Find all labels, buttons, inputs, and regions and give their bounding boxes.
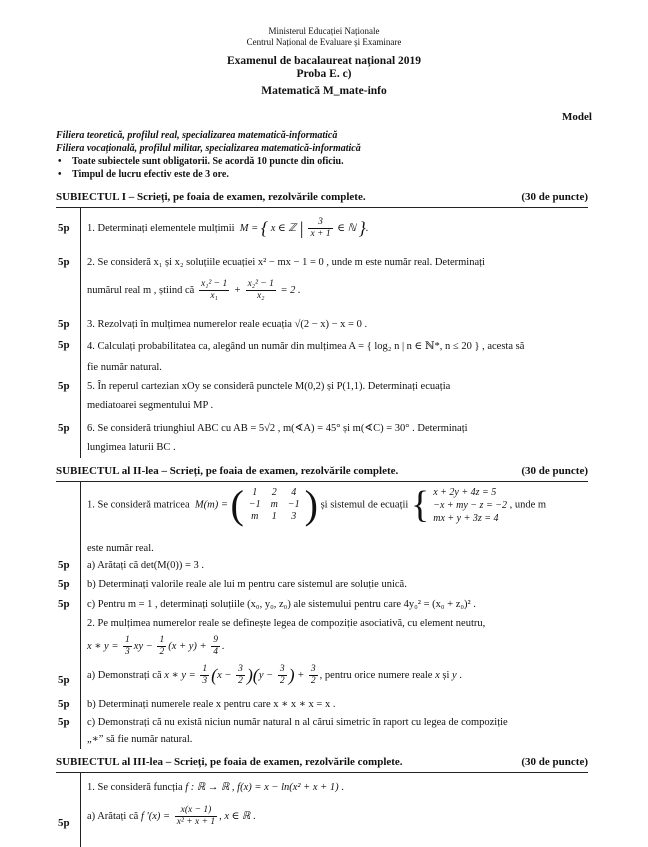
points-column-line: [80, 481, 81, 749]
problem-2-1-b: este număr real.: [87, 543, 154, 554]
equation: x + 2y + 4z = 5: [433, 486, 497, 498]
subject-3-points: (30 de puncte): [521, 756, 588, 768]
separator: [56, 772, 588, 773]
bullet-1-text: Toate subiectele sunt obligatorii. Se acordă 10 puncte din oficiu.: [72, 156, 344, 167]
equation: mx + y + 3z = 4: [433, 512, 499, 524]
points-label: 5p: [58, 716, 70, 728]
filiera-2: Filiera vocațională, profilul militar, specializarea matematică-informatică: [56, 143, 361, 154]
problem-2-1-a: a) Arătați că det(M(0)) = 3 .: [87, 560, 204, 571]
subject-3-title-text: SUBIECTUL al III-lea – Scrieți, pe foaia de examen, rezolvările complete.: [56, 756, 403, 768]
points-label: 5p: [58, 559, 70, 571]
points-label: 5p: [58, 817, 70, 829]
matrix-cell: 1: [252, 487, 258, 498]
points-label: 5p: [58, 698, 70, 710]
matrix-right-bracket: ): [304, 482, 318, 527]
problem-1-1-text: 1. Determinați elementele mulțimii: [87, 222, 235, 234]
fraction-condition: $\frac{\text{x₁² − 1}}{\text{x₁}}$ + $\frac{\text{x₂² − 1}}{\text{x₂}}$ = 2 .: [200, 279, 301, 301]
factored-law: x ∗ y = $\frac{1}{3}$ (x − $\frac{3}{2}$ )(y − $\frac{3}{2}$ ) + $\frac{3}{2}$: [164, 664, 316, 686]
bullet-1: • Toate subiectele sunt obligatorii. Se acordă 10 puncte din oficiu.: [58, 156, 344, 167]
problem-3-1: 1. Se consideră funcția f : ℝ → ℝ , f(x) = x − ln(x² + x + 1) .: [87, 782, 344, 793]
subject-1-title: [56, 191, 588, 203]
problem-2-2-c: [87, 716, 584, 746]
set-expression: M = { x ∈ ℤ | $\frac{3}{x + 1}$ ∈ ℕ }.: [237, 217, 369, 239]
subject-2-title: [56, 465, 588, 477]
problem-2-2-c-text-b: „∗” să fie număr natural.: [87, 734, 193, 745]
problem-2-2-text-a: 2. Pe mulțimea numerelor reale se definește legea de compoziție asociativă, cu element neutru,: [87, 618, 486, 629]
points-column-line: [80, 772, 81, 847]
subject-1-title-text: SUBIECTUL I – Scrieți, pe foaia de examen, rezolvările complete.: [56, 191, 366, 203]
matrix-cell: 3: [291, 511, 297, 522]
separator: [56, 481, 588, 482]
ministry-name: Ministerul Educației Naționale: [268, 26, 380, 36]
filiera-1: Filiera teoretică, profilul real, specializarea matematică-informatică: [56, 130, 338, 141]
problem-1-2-line-b: [87, 279, 584, 302]
subject-1-points: (30 de puncte): [521, 191, 588, 203]
problem-1-2-text-a: 2. Se consideră x₁ și x₂ soluțiile ecuației x² − mx − 1 = 0 , unde m este număr real. Determinați: [87, 257, 485, 268]
separator: [56, 207, 588, 208]
subject-2-title-text: SUBIECTUL al II-lea – Scrieți, pe foaia de examen, rezolvările complete.: [56, 465, 399, 477]
points-label: 5p: [58, 222, 70, 234]
matrix-cell: 4: [291, 487, 297, 498]
points-label: 5p: [58, 578, 70, 590]
problem-2-2-b: b) Determinați numerele reale x pentru care x ∗ x ∗ x = x .: [87, 699, 336, 710]
points-label: 5p: [58, 598, 70, 610]
subject-title: Matematică M_mate-info: [261, 85, 387, 97]
bullet-2-text: Timpul de lucru efectiv este de 3 ore.: [72, 169, 229, 180]
problem-2-1: [87, 482, 584, 527]
problem-2-1-c: c) Pentru m = 1 , determinați soluțiile (x₀, y₀, z₀) ale sistemului pentru care 4y₀² = (x₀ + z₀)² .: [87, 599, 476, 610]
equation: −x + my − z = −2: [433, 499, 507, 511]
problem-1-3: 3. Rezolvați în mulțimea numerelor reale ecuația √(2 − x) − x = 0 .: [87, 319, 368, 330]
matrix-cell: 2: [271, 487, 277, 498]
derivative-formula: f ′(x) = $\frac{x(x - 1)}{\text{x² + x + 1}}$ , x ∈ ℝ: [140, 805, 251, 827]
matrix-cell: m: [270, 499, 278, 510]
problem-3-1-a: a) Arătați că f ′(x) = $\frac{x(x - 1)}{\text{x² + x + 1}}$ , x ∈ ℝ .: [87, 805, 256, 827]
problem-2-2-a: a) Demonstrați că x ∗ y = $\frac{1}{3}$ (x − $\frac{3}{2}$ )(y − $\frac{3}{2}$ ) + $\frac{3}{2}$ , pentru orice numere reale x și y .: [87, 664, 462, 686]
problem-1-1: [87, 217, 584, 240]
points-label: 5p: [58, 674, 70, 686]
problem-1-4: [87, 340, 584, 374]
problem-2-1-text-end: , unde m: [509, 499, 547, 511]
problem-1-5-text-a: 5. În reperul cartezian xOy se consideră punctele M(0,2) și P(1,1). Determinați ecuația: [87, 381, 451, 392]
matrix-cell: −1: [287, 499, 300, 510]
problem-2-1-b-question: b) Determinați valorile reale ale lui m pentru care sistemul are soluție unică.: [87, 579, 407, 590]
subject-3-title: [56, 756, 588, 768]
exam-title: Examenul de bacalaureat național 2019: [226, 55, 422, 67]
problem-1-2-text-b: numărul real m , știind că: [87, 284, 195, 296]
matrix-cell: −1: [248, 499, 261, 510]
subject-2-points: (30 de puncte): [521, 465, 588, 477]
bullet-2: • Timpul de lucru efectiv este de 3 ore.: [58, 169, 229, 180]
header: [0, 26, 648, 98]
points-label: 5p: [58, 339, 70, 351]
matrix-m: [244, 487, 305, 523]
problem-2-2-c-text-a: c) Demonstrați că nu există niciun număr natural n al cărui simetric în raport cu legea de compoziție: [87, 717, 508, 728]
center-name: Centrul Național de Evaluare și Examinare: [246, 37, 402, 47]
matrix-left-bracket: (: [230, 482, 244, 527]
matrix-cell: m: [251, 511, 259, 522]
problem-1-5: [87, 380, 584, 412]
matrix-cell: 1: [271, 511, 277, 522]
problem-1-5-text-b: mediatoarei segmentului MP .: [87, 400, 214, 411]
matrix-label: M(m) =: [192, 499, 228, 511]
problem-1-4-text-b: fie număr natural.: [87, 362, 162, 373]
points-label: 5p: [58, 256, 70, 268]
problem-2-1-text-a: 1. Se consideră matricea: [87, 499, 190, 511]
model-label: Model: [562, 111, 592, 123]
problem-1-4-text-a: 4. Calculați probabilitatea ca, alegând un număr din mulțimea A = { log₂ n | n ∈ ℕ*, n ≤ 20 } , acesta să: [87, 341, 525, 352]
problem-1-6-text-a: 6. Se consideră triunghiul ABC cu AB = 5√2 , m(∢A) = 45° și m(∢C) = 30° . Determinați: [87, 423, 468, 434]
composition-law: x ∗ y = $\frac{1}{3}$ xy − $\frac{1}{2}$ (x + y) + $\frac{9}{4}$ .: [87, 635, 225, 657]
points-label: 5p: [58, 422, 70, 434]
problem-1-6: [87, 422, 584, 454]
points-label: 5p: [58, 380, 70, 392]
problem-2-2: [87, 617, 584, 658]
system-brace: {: [410, 484, 430, 526]
points-column-line: [80, 207, 81, 458]
points-label: 5p: [58, 318, 70, 330]
proba-title: Proba E. c): [296, 68, 352, 80]
problem-1-2: [87, 256, 584, 302]
problem-1-6-text-b: lungimea laturii BC .: [87, 442, 176, 453]
problem-2-1-text-mid: și sistemul de ecuații: [320, 499, 409, 511]
equation-system: [429, 486, 507, 525]
